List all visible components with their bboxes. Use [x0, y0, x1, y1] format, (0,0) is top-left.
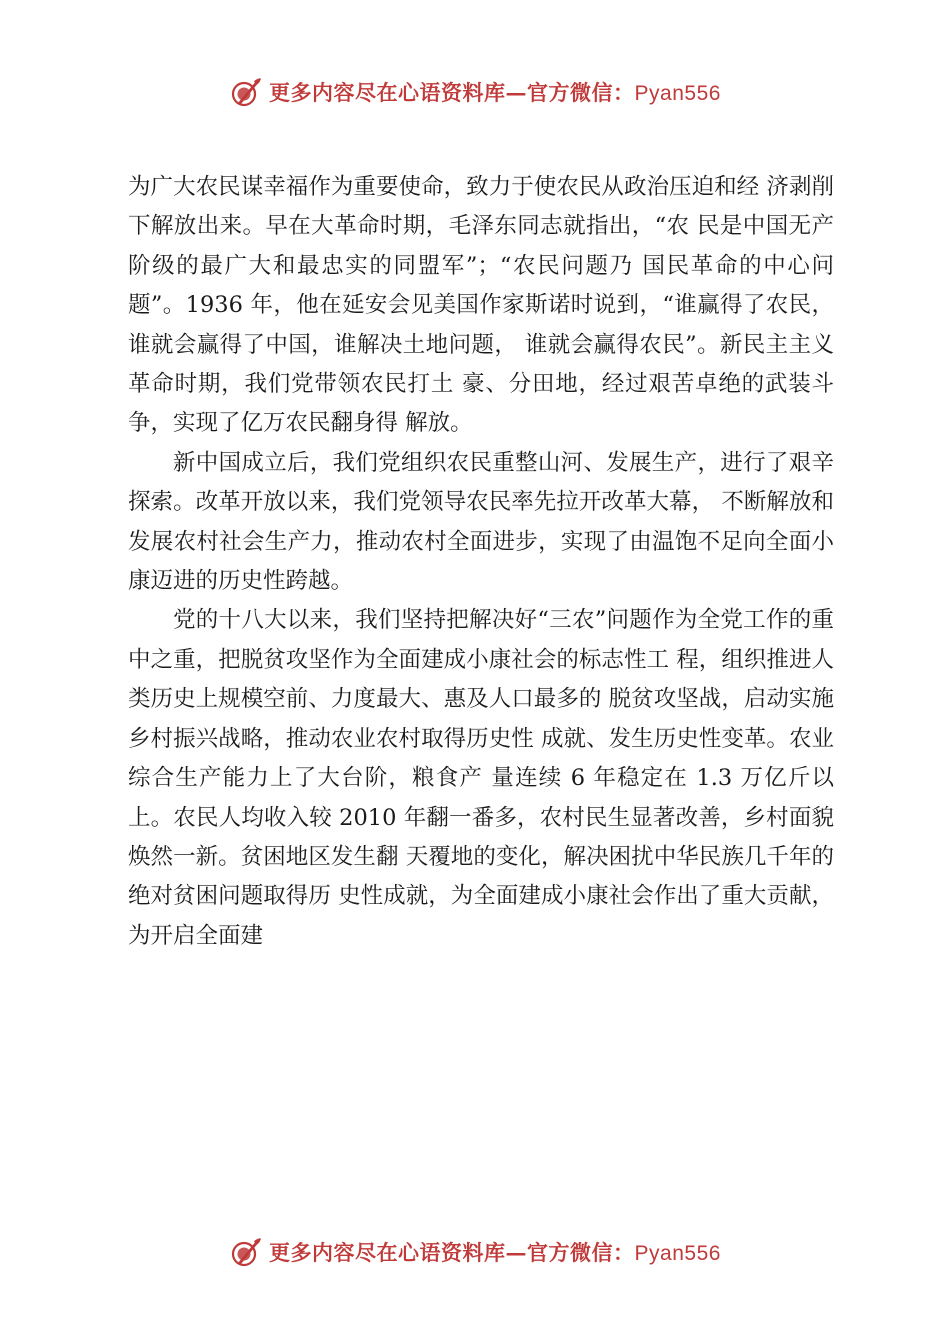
footer-site-text: 更多内容尽在心语资料库—官方微信： — [269, 1240, 635, 1265]
header-banner-text — [269, 77, 721, 107]
header-site-text: 更多内容尽在心语资料库—官方微信： — [269, 80, 635, 105]
header-banner-content[interactable] — [229, 75, 721, 109]
document-body — [128, 168, 834, 956]
footer-banner-text — [269, 1237, 721, 1267]
paragraph-2: 新中国成立后，我们党组织农民重整山河、发展生产，进行了艰辛探索。改革开放以来，我们党领导农民率先拉开改革大幕， 不断解放和发展农村社会生产力，推动农村全面进步，实现了由温饱不足向全面小康迈进的历史性跨越。 — [128, 449, 834, 595]
paragraph-3: 党的十八大以来，我们坚持把解决好“三农”问题作为全党工作的重中之重，把脱贫攻坚作为全面建成小康社会的标志性工 程，组织推进人类历史上规模空前、力度最大、惠及人口最多的 脱贫攻坚战，启动实施乡村振兴战略，推动农业农村取得历史性 成就、发生历史性变革。农业综合生产能力上了大台阶，粮食产 量连续 6 年稳定在 1.3 万亿斤以上。农民人均收入较 2010 年翻一番多，农村民生显著改善，乡村面貌焕然一新。贫困地区发生翻 天覆地的变化，解决困扰中华民族几千年的绝对贫困问题取得历 史性成就，为全面建成小康社会作出了重大贡献，为开启全面建 — [128, 607, 834, 949]
header-wechat-id: Pyan556 — [634, 82, 721, 105]
footer-banner — [0, 1230, 950, 1274]
header-banner — [0, 70, 950, 114]
paragraph-1: 为广大农民谋幸福作为重要使命，致力于使农民从政治压迫和经 济剥削下解放出来。早在大革命时期，毛泽东同志就指出，“农 民是中国无产阶级的最广大和最忠实的同盟军”；“农民问题乃 国民革命的中心问题”。1936 年，他在延安会见美国作家斯诺时说到，“谁赢得了农民，谁就会赢得了中国，谁解决土地问题， 谁就会赢得农民”。新民主主义革命时期，我们党带领农民打土 豪、分田地，经过艰苦卓绝的武装斗争，实现了亿万农民翻身得 解放。 — [128, 174, 834, 437]
footer-wechat-id: Pyan556 — [634, 1242, 721, 1265]
footer-banner-content[interactable] — [229, 1235, 721, 1269]
quill-seal-icon — [229, 1235, 263, 1269]
quill-seal-icon — [229, 75, 263, 109]
